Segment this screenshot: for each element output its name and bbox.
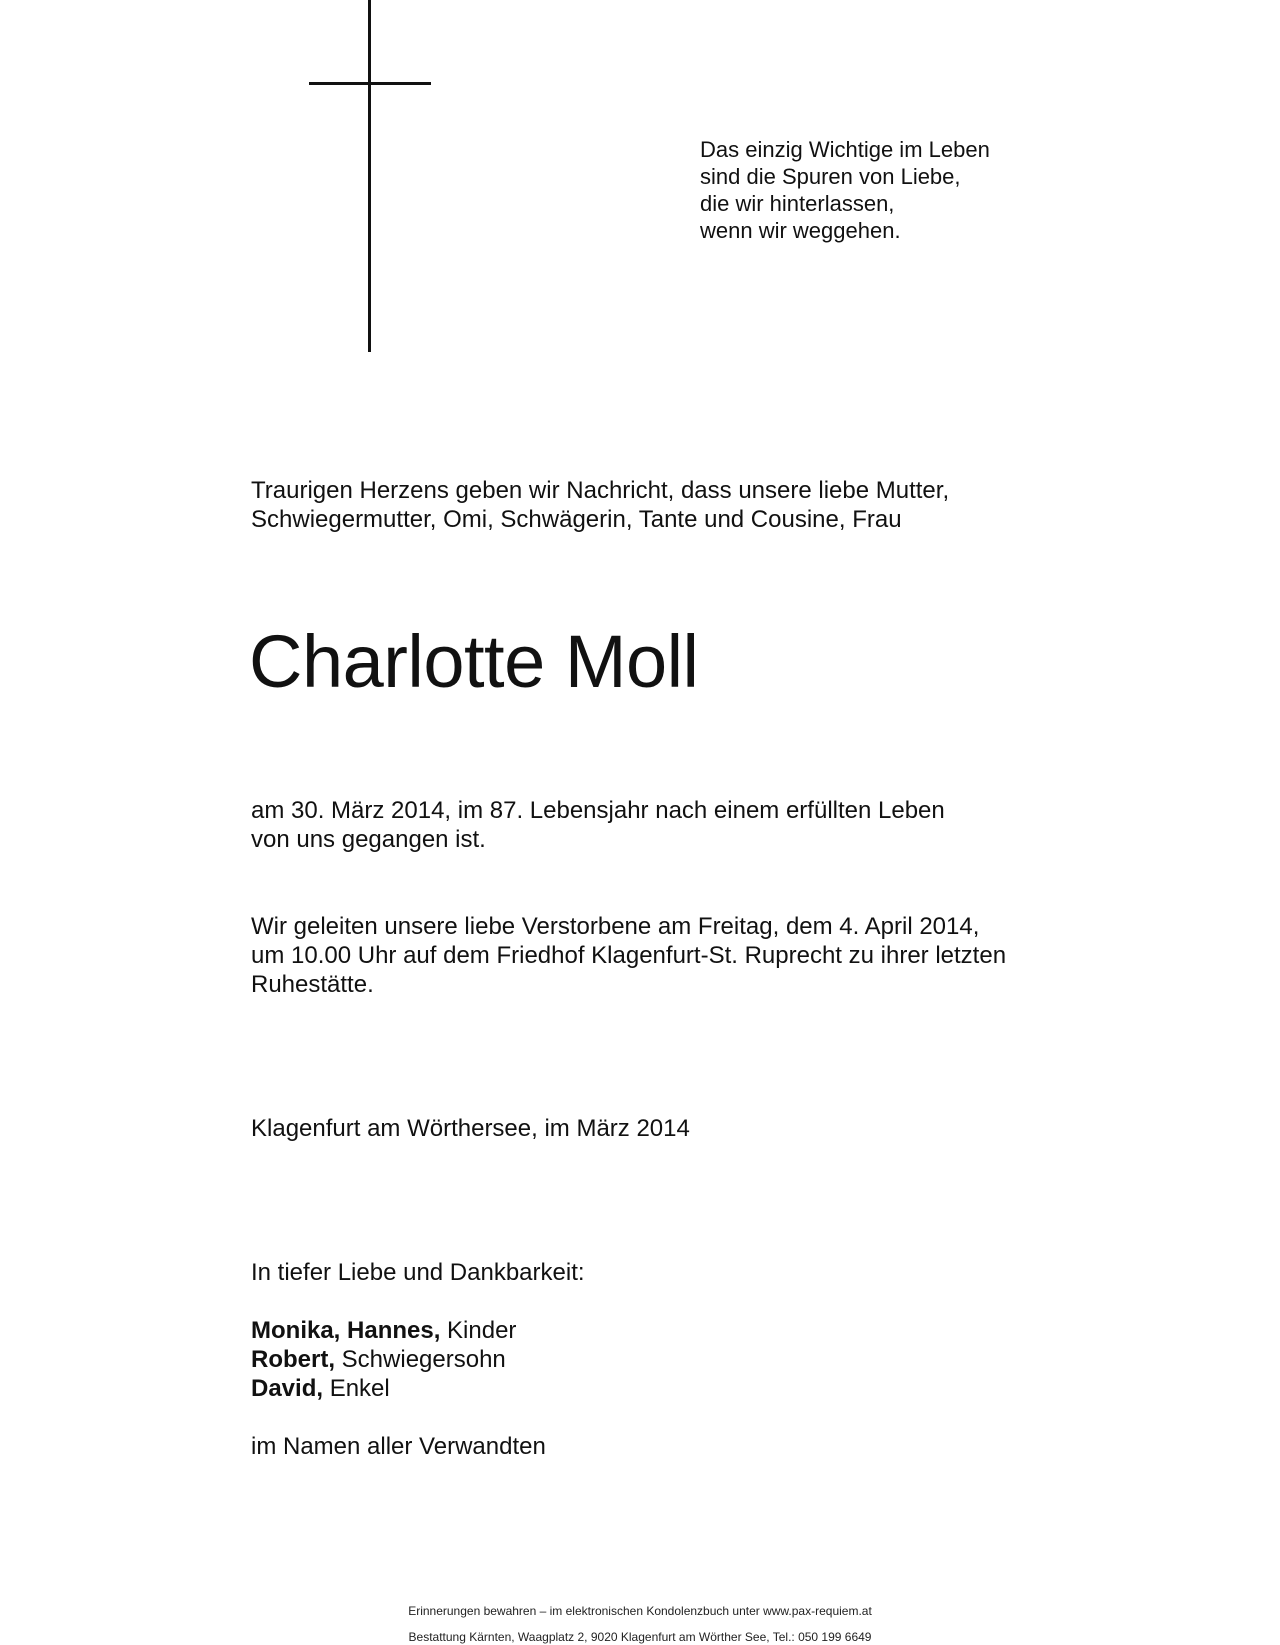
cross-vertical-bar: [368, 0, 371, 352]
closing-text: In tiefer Liebe und Dankbarkeit:: [251, 1259, 585, 1286]
motto-quote: [700, 136, 990, 244]
funeral-line: Wir geleiten unsere liebe Verstorbene am Freitag, dem 4. April 2014,: [251, 913, 980, 940]
motto-line: wenn wir weggehen.: [700, 218, 901, 243]
funeral-line: Ruhestätte.: [251, 971, 374, 998]
death-notice-line: am 30. März 2014, im 87. Lebensjahr nach einem erfüllten Leben: [251, 797, 945, 824]
intro-line: Traurigen Herzens geben wir Nachricht, dass unsere liebe Mutter,: [251, 477, 950, 504]
footer-undertaker: Bestattung Kärnten, Waagplatz 2, 9020 Klagenfurt am Wörther See, Tel.: 050 199 6649: [408, 1630, 872, 1644]
footer-condolence: Erinnerungen bewahren – im elektronischen Kondolenzbuch unter www.pax-requiem.at: [408, 1604, 872, 1618]
death-notice-line: von uns gegangen ist.: [251, 826, 486, 853]
mourner-entry: [251, 1374, 516, 1403]
mourner-entry: [251, 1316, 516, 1345]
motto-line: Das einzig Wichtige im Leben: [700, 137, 990, 162]
deceased-name: Charlotte Moll: [249, 620, 699, 703]
motto-line: die wir hinterlassen,: [700, 191, 895, 216]
death-notice-paragraph: [251, 796, 945, 854]
mourner-relation: Enkel: [323, 1375, 390, 1402]
mourner-entry: [251, 1345, 516, 1374]
mourner-names: Monika, Hannes,: [251, 1317, 441, 1344]
relatives-note-text: im Namen aller Verwandten: [251, 1433, 546, 1460]
relatives-note: [251, 1432, 546, 1461]
intro-paragraph: [251, 476, 949, 534]
mourner-relation: Schwiegersohn: [335, 1346, 506, 1373]
mourner-relation: Kinder: [440, 1317, 517, 1344]
mourners-list: [251, 1316, 516, 1403]
closing-line: [251, 1258, 585, 1287]
motto-line: sind die Spuren von Liebe,: [700, 164, 961, 189]
place-date: [251, 1114, 690, 1143]
place-date-text: Klagenfurt am Wörthersee, im März 2014: [251, 1115, 690, 1142]
mourner-names: Robert,: [251, 1346, 335, 1373]
mourner-names: David,: [251, 1375, 324, 1402]
funeral-line: um 10.00 Uhr auf dem Friedhof Klagenfurt-St. Ruprecht zu ihrer letzten: [251, 942, 1007, 969]
cross-horizontal-bar: [309, 82, 431, 85]
intro-line: Schwiegermutter, Omi, Schwägerin, Tante und Cousine, Frau: [251, 506, 902, 533]
funeral-paragraph: [251, 912, 1006, 999]
